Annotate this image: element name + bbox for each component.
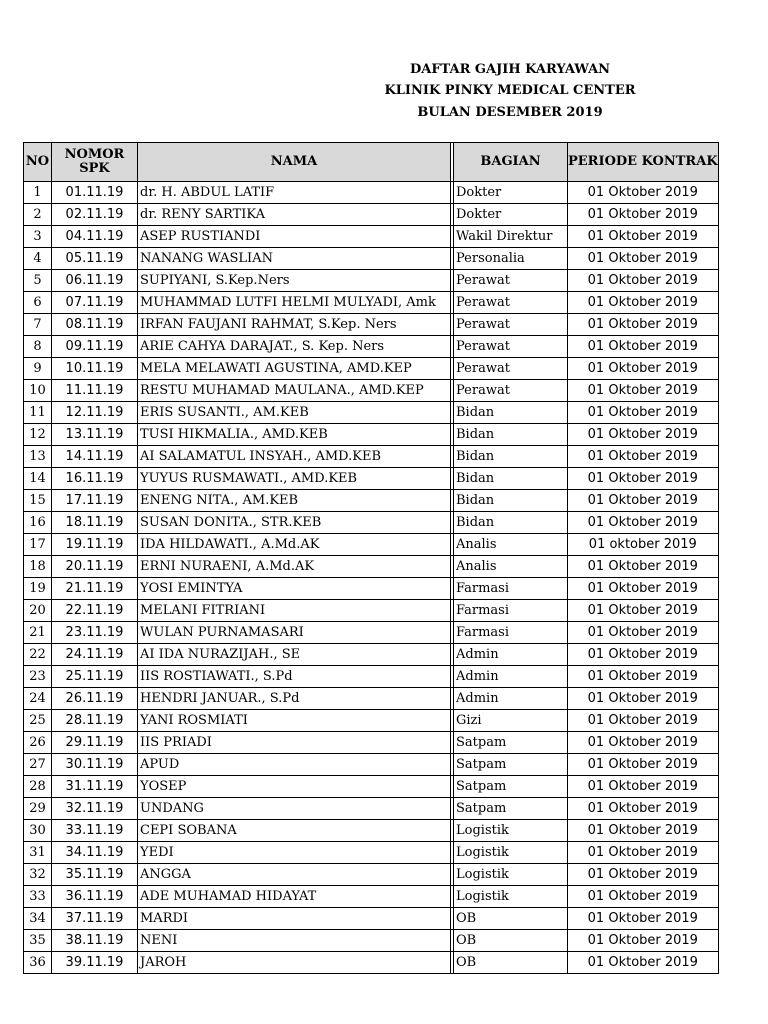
row-nama: NENI: [138, 930, 451, 952]
table-row: [24, 556, 719, 578]
row-nama: ASEP RUSTIANDI: [138, 226, 451, 248]
row-nomor-spk: 30.11.19: [52, 754, 138, 776]
row-nomor-spk: 23.11.19: [52, 622, 138, 644]
employee-table: [23, 142, 719, 974]
row-bagian: Farmasi: [454, 578, 568, 600]
row-periode-kontrak: 01 Oktober 2019: [568, 776, 719, 798]
row-no: 21: [24, 622, 52, 644]
row-periode-kontrak: 01 Oktober 2019: [568, 446, 719, 468]
table-row: [24, 490, 719, 512]
row-no: 23: [24, 666, 52, 688]
row-periode-kontrak: 01 Oktober 2019: [568, 732, 719, 754]
table-row: [24, 776, 719, 798]
row-no: 10: [24, 380, 52, 402]
col-header-nomor-spk: [52, 143, 138, 182]
row-bagian: Satpam: [454, 798, 568, 820]
table-row: [24, 248, 719, 270]
row-nama: YUYUS RUSMAWATI., AMD.KEB: [138, 468, 451, 490]
row-nama: IIS PRIADI: [138, 732, 451, 754]
row-nomor-spk: 32.11.19: [52, 798, 138, 820]
row-nomor-spk: 17.11.19: [52, 490, 138, 512]
row-nama: ADE MUHAMAD HIDAYAT: [138, 886, 451, 908]
row-nomor-spk: 06.11.19: [52, 270, 138, 292]
table-row: [24, 820, 719, 842]
col-header-bagian: BAGIAN: [454, 143, 568, 182]
table-row: [24, 600, 719, 622]
row-periode-kontrak: 01 Oktober 2019: [568, 490, 719, 512]
row-periode-kontrak: 01 Oktober 2019: [568, 358, 719, 380]
row-no: 25: [24, 710, 52, 732]
row-nama: dr. H. ABDUL LATIF: [138, 182, 451, 204]
row-nomor-spk: 35.11.19: [52, 864, 138, 886]
row-bagian: Wakil Direktur: [454, 226, 568, 248]
table-row: [24, 578, 719, 600]
row-bagian: Dokter: [454, 182, 568, 204]
row-nomor-spk: 09.11.19: [52, 336, 138, 358]
table-row: [24, 732, 719, 754]
period-subtitle: BULAN DESEMBER 2019: [417, 105, 603, 120]
row-bagian: Logistik: [454, 842, 568, 864]
row-periode-kontrak: 01 Oktober 2019: [568, 270, 719, 292]
document-title: DAFTAR GAJIH KARYAWAN: [409, 62, 611, 77]
row-nama: AI SALAMATUL INSYAH., AMD.KEB: [138, 446, 451, 468]
table-row: [24, 864, 719, 886]
row-periode-kontrak: 01 Oktober 2019: [568, 864, 719, 886]
row-nomor-spk: 07.11.19: [52, 292, 138, 314]
row-nama: IDA HILDAWATI., A.Md.AK: [138, 534, 451, 556]
col-header-no: NO: [24, 143, 52, 182]
row-periode-kontrak: 01 Oktober 2019: [568, 336, 719, 358]
row-nama: YOSEP: [138, 776, 451, 798]
row-nama: ARIE CAHYA DARAJAT., S. Kep. Ners: [138, 336, 451, 358]
row-bagian: Admin: [454, 644, 568, 666]
row-nama: MELANI FITRIANI: [138, 600, 451, 622]
row-nomor-spk: 16.11.19: [52, 468, 138, 490]
row-nama: AI IDA NURAZIJAH., SE: [138, 644, 451, 666]
row-bagian: Analis: [454, 534, 568, 556]
row-nama: SUPIYANI, S.Kep.Ners: [138, 270, 451, 292]
row-nomor-spk: 31.11.19: [52, 776, 138, 798]
row-nomor-spk: 13.11.19: [52, 424, 138, 446]
row-bagian: Dokter: [454, 204, 568, 226]
row-periode-kontrak: 01 Oktober 2019: [568, 248, 719, 270]
row-nomor-spk: 39.11.19: [52, 952, 138, 974]
row-nomor-spk: 24.11.19: [52, 644, 138, 666]
row-no: 20: [24, 600, 52, 622]
row-nomor-spk: 04.11.19: [52, 226, 138, 248]
row-bagian: Perawat: [454, 358, 568, 380]
row-bagian: OB: [454, 908, 568, 930]
row-periode-kontrak: 01 Oktober 2019: [568, 622, 719, 644]
row-periode-kontrak: 01 Oktober 2019: [568, 754, 719, 776]
row-nama: NANANG WASLIAN: [138, 248, 451, 270]
row-no: 4: [24, 248, 52, 270]
row-nama: IRFAN FAUJANI RAHMAT, S.Kep. Ners: [138, 314, 451, 336]
row-nama: YANI ROSMIATI: [138, 710, 451, 732]
row-no: 7: [24, 314, 52, 336]
row-no: 1: [24, 182, 52, 204]
table-row: [24, 644, 719, 666]
row-periode-kontrak: 01 Oktober 2019: [568, 292, 719, 314]
row-nama: APUD: [138, 754, 451, 776]
row-no: 33: [24, 886, 52, 908]
row-bagian: Bidan: [454, 512, 568, 534]
row-nomor-spk: 37.11.19: [52, 908, 138, 930]
row-no: 6: [24, 292, 52, 314]
row-bagian: Bidan: [454, 402, 568, 424]
row-no: 17: [24, 534, 52, 556]
row-periode-kontrak: 01 Oktober 2019: [568, 556, 719, 578]
row-bagian: Bidan: [454, 468, 568, 490]
table-row: [24, 468, 719, 490]
row-nomor-spk: 05.11.19: [52, 248, 138, 270]
row-no: 28: [24, 776, 52, 798]
row-nomor-spk: 22.11.19: [52, 600, 138, 622]
row-nomor-spk: 26.11.19: [52, 688, 138, 710]
col-header-periode-kontrak: PERIODE KONTRAK: [568, 143, 719, 182]
row-no: 29: [24, 798, 52, 820]
table-row: [24, 512, 719, 534]
table-row: [24, 314, 719, 336]
row-bagian: Perawat: [454, 380, 568, 402]
row-no: 26: [24, 732, 52, 754]
row-periode-kontrak: 01 Oktober 2019: [568, 468, 719, 490]
table-row: [24, 754, 719, 776]
row-nama: MARDI: [138, 908, 451, 930]
row-nama: TUSI HIKMALIA., AMD.KEB: [138, 424, 451, 446]
row-nama: dr. RENY SARTIKA: [138, 204, 451, 226]
table-row: [24, 446, 719, 468]
row-periode-kontrak: 01 Oktober 2019: [568, 226, 719, 248]
row-nomor-spk: 18.11.19: [52, 512, 138, 534]
row-no: 24: [24, 688, 52, 710]
row-periode-kontrak: 01 Oktober 2019: [568, 512, 719, 534]
row-periode-kontrak: 01 Oktober 2019: [568, 424, 719, 446]
row-nomor-spk: 14.11.19: [52, 446, 138, 468]
table-row: [24, 798, 719, 820]
row-bagian: Logistik: [454, 886, 568, 908]
row-bagian: Perawat: [454, 336, 568, 358]
row-no: 5: [24, 270, 52, 292]
table-row: [24, 842, 719, 864]
col-header-nama: NAMA: [138, 143, 451, 182]
row-periode-kontrak: 01 Oktober 2019: [568, 578, 719, 600]
table-row: [24, 402, 719, 424]
row-nama: YOSI EMINTYA: [138, 578, 451, 600]
table-row: [24, 886, 719, 908]
row-no: 3: [24, 226, 52, 248]
row-no: 34: [24, 908, 52, 930]
row-nomor-spk: 29.11.19: [52, 732, 138, 754]
row-nomor-spk: 25.11.19: [52, 666, 138, 688]
row-nama: ERNI NURAENI, A.Md.AK: [138, 556, 451, 578]
table-row: [24, 908, 719, 930]
row-nomor-spk: 02.11.19: [52, 204, 138, 226]
row-periode-kontrak: 01 Oktober 2019: [568, 600, 719, 622]
row-bagian: Bidan: [454, 424, 568, 446]
row-periode-kontrak: 01 Oktober 2019: [568, 666, 719, 688]
row-periode-kontrak: 01 Oktober 2019: [568, 380, 719, 402]
table-row: [24, 226, 719, 248]
row-periode-kontrak: 01 Oktober 2019: [568, 204, 719, 226]
row-bagian: Farmasi: [454, 622, 568, 644]
row-no: 32: [24, 864, 52, 886]
row-nomor-spk: 01.11.19: [52, 182, 138, 204]
row-bagian: OB: [454, 930, 568, 952]
table-row: [24, 930, 719, 952]
row-bagian: Admin: [454, 688, 568, 710]
table-row: [24, 710, 719, 732]
row-nama: ANGGA: [138, 864, 451, 886]
row-nomor-spk: 08.11.19: [52, 314, 138, 336]
row-nomor-spk: 21.11.19: [52, 578, 138, 600]
row-periode-kontrak: 01 Oktober 2019: [568, 644, 719, 666]
row-nama: UNDANG: [138, 798, 451, 820]
row-periode-kontrak: 01 Oktober 2019: [568, 688, 719, 710]
row-periode-kontrak: 01 Oktober 2019: [568, 886, 719, 908]
row-no: 31: [24, 842, 52, 864]
row-nomor-spk: 10.11.19: [52, 358, 138, 380]
row-nama: ENENG NITA., AM.KEB: [138, 490, 451, 512]
row-periode-kontrak: 01 Oktober 2019: [568, 952, 719, 974]
row-nama: CEPI SOBANA: [138, 820, 451, 842]
row-nomor-spk: 36.11.19: [52, 886, 138, 908]
row-periode-kontrak: 01 Oktober 2019: [568, 930, 719, 952]
row-periode-kontrak: 01 Oktober 2019: [568, 710, 719, 732]
row-nomor-spk: 38.11.19: [52, 930, 138, 952]
row-nama: WULAN PURNAMASARI: [138, 622, 451, 644]
table-row: [24, 336, 719, 358]
row-bagian: Admin: [454, 666, 568, 688]
row-bagian: Satpam: [454, 754, 568, 776]
row-periode-kontrak: 01 Oktober 2019: [568, 798, 719, 820]
col-header-nomor-spk-text: NOMOR SPK: [64, 147, 125, 176]
row-nomor-spk: 19.11.19: [52, 534, 138, 556]
table-row: [24, 952, 719, 974]
clinic-name: KLINIK PINKY MEDICAL CENTER: [384, 83, 636, 98]
row-bagian: Perawat: [454, 292, 568, 314]
row-nama: YEDI: [138, 842, 451, 864]
table-row: [24, 270, 719, 292]
row-bagian: Logistik: [454, 820, 568, 842]
row-nomor-spk: 11.11.19: [52, 380, 138, 402]
row-no: 16: [24, 512, 52, 534]
row-nama: HENDRI JANUAR., S.Pd: [138, 688, 451, 710]
table-row: [24, 182, 719, 204]
row-no: 12: [24, 424, 52, 446]
row-periode-kontrak: 01 Oktober 2019: [568, 908, 719, 930]
row-bagian: Gizi: [454, 710, 568, 732]
row-no: 22: [24, 644, 52, 666]
row-periode-kontrak: 01 oktober 2019: [568, 534, 719, 556]
row-bagian: OB: [454, 952, 568, 974]
row-bagian: Personalia: [454, 248, 568, 270]
table-header-row: [24, 143, 719, 182]
row-no: 13: [24, 446, 52, 468]
row-nama: SUSAN DONITA., STR.KEB: [138, 512, 451, 534]
row-nomor-spk: 20.11.19: [52, 556, 138, 578]
row-bagian: Farmasi: [454, 600, 568, 622]
row-no: 19: [24, 578, 52, 600]
row-nama: ERIS SUSANTI., AM.KEB: [138, 402, 451, 424]
row-bagian: Bidan: [454, 446, 568, 468]
row-nama: MELA MELAWATI AGUSTINA, AMD.KEP: [138, 358, 451, 380]
row-nama: IIS ROSTIAWATI., S.Pd: [138, 666, 451, 688]
row-nomor-spk: 28.11.19: [52, 710, 138, 732]
row-nomor-spk: 33.11.19: [52, 820, 138, 842]
row-bagian: Bidan: [454, 490, 568, 512]
row-nomor-spk: 12.11.19: [52, 402, 138, 424]
row-periode-kontrak: 01 Oktober 2019: [568, 842, 719, 864]
row-no: 9: [24, 358, 52, 380]
row-periode-kontrak: 01 Oktober 2019: [568, 314, 719, 336]
row-bagian: Satpam: [454, 776, 568, 798]
row-no: 2: [24, 204, 52, 226]
row-bagian: Logistik: [454, 864, 568, 886]
row-periode-kontrak: 01 Oktober 2019: [568, 402, 719, 424]
row-nomor-spk: 34.11.19: [52, 842, 138, 864]
row-bagian: Satpam: [454, 732, 568, 754]
row-no: 35: [24, 930, 52, 952]
row-bagian: Perawat: [454, 270, 568, 292]
row-no: 27: [24, 754, 52, 776]
table-row: [24, 204, 719, 226]
row-periode-kontrak: 01 Oktober 2019: [568, 820, 719, 842]
row-no: 14: [24, 468, 52, 490]
table-body: [24, 182, 719, 974]
table-row: [24, 534, 719, 556]
table-row: [24, 358, 719, 380]
row-bagian: Analis: [454, 556, 568, 578]
table-row: [24, 688, 719, 710]
table-row: [24, 292, 719, 314]
row-bagian: Perawat: [454, 314, 568, 336]
row-nama: JAROH: [138, 952, 451, 974]
row-periode-kontrak: 01 Oktober 2019: [568, 182, 719, 204]
table-row: [24, 666, 719, 688]
row-no: 8: [24, 336, 52, 358]
table-row: [24, 622, 719, 644]
row-no: 18: [24, 556, 52, 578]
row-no: 30: [24, 820, 52, 842]
table-row: [24, 424, 719, 446]
row-no: 36: [24, 952, 52, 974]
row-nama: MUHAMMAD LUTFI HELMI MULYADI, Amk: [138, 292, 451, 314]
row-nama: RESTU MUHAMAD MAULANA., AMD.KEP: [138, 380, 451, 402]
table-row: [24, 380, 719, 402]
row-no: 15: [24, 490, 52, 512]
row-no: 11: [24, 402, 52, 424]
